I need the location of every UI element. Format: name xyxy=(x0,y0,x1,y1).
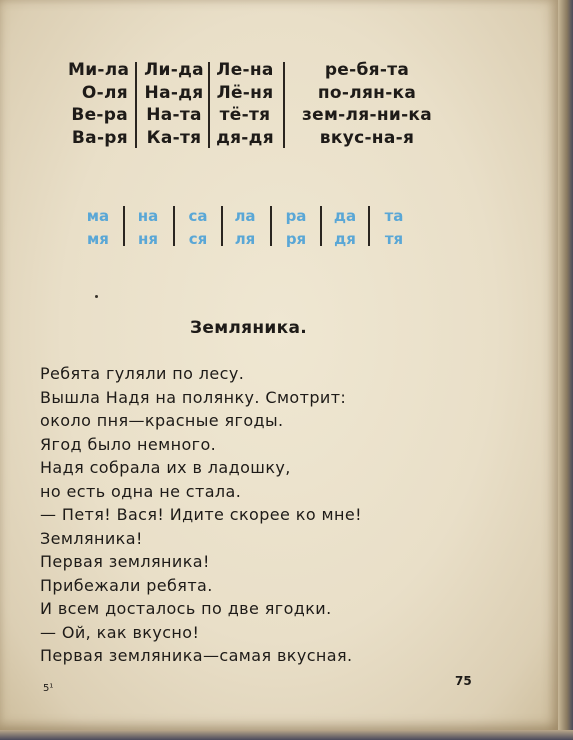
story-line: Земляника! xyxy=(40,528,143,548)
signature-mark: 5¹ xyxy=(43,683,54,694)
story-line: Первая земляника—самая вкусная. xyxy=(40,646,353,665)
table-divider xyxy=(208,62,210,148)
hard-syllable: та xyxy=(384,207,404,225)
syllable-pair xyxy=(128,205,168,251)
soft-syllable: ря xyxy=(285,230,307,248)
syllable-word: Ми-ла xyxy=(68,60,130,80)
pair-divider xyxy=(123,206,125,246)
story-text xyxy=(40,362,362,668)
syllable-word: О-ля xyxy=(81,82,128,103)
syllable-pair xyxy=(225,205,265,251)
pair-divider xyxy=(320,206,322,246)
hard-syllable: на xyxy=(137,207,159,225)
table-divider xyxy=(283,62,285,148)
print-speck xyxy=(95,295,98,298)
soft-syllable: дя xyxy=(334,230,356,248)
page-edge-right xyxy=(558,0,573,740)
syllable-word: вкус-на-я xyxy=(319,127,415,148)
story-line: Ягод было немного. xyxy=(40,434,217,454)
syllable-word: дя-дя xyxy=(216,127,274,148)
hard-syllable: са xyxy=(188,207,208,225)
soft-syllable: ся xyxy=(188,230,208,248)
soft-syllable: мя xyxy=(87,230,109,248)
syllable-word: Ве-ра xyxy=(71,105,128,125)
page-number: 75 xyxy=(455,674,472,688)
story-line: И всем досталось по две ягодки. xyxy=(40,599,332,618)
syllable-word: по-лян-ка xyxy=(317,82,417,103)
syllable-word: На-дя xyxy=(144,82,204,103)
hard-syllable: ла xyxy=(234,207,256,225)
syllable-pair xyxy=(374,205,414,251)
syllable-column-2 xyxy=(142,59,206,149)
hard-syllable: да xyxy=(333,207,357,225)
story-line: но есть одна не стала. xyxy=(40,481,242,501)
syllable-column-4 xyxy=(292,59,442,149)
story-line: около пня—красные ягоды. xyxy=(40,411,284,430)
syllable-word: На-та xyxy=(146,105,202,125)
table-divider xyxy=(135,62,137,148)
syllable-column-3 xyxy=(214,59,276,149)
story-line: — Петя! Вася! Идите скорее ко мне! xyxy=(40,505,362,524)
soft-syllable: ля xyxy=(234,230,256,248)
syllable-word: Лё-ня xyxy=(216,82,274,103)
syllable-word: Ка-тя xyxy=(146,127,202,148)
syllable-word: Ва-ря xyxy=(71,127,128,148)
story-line: Прибежали ребята. xyxy=(40,575,213,595)
pair-divider xyxy=(221,206,223,246)
syllable-pair xyxy=(325,205,365,251)
syllable-word: Ле-на xyxy=(216,60,274,80)
pair-divider xyxy=(270,206,272,246)
syllable-word: ре-бя-та xyxy=(324,60,410,80)
hard-syllable: ра xyxy=(285,207,307,225)
syllable-pair xyxy=(78,205,118,251)
hard-syllable: ма xyxy=(86,207,110,225)
story-line: Вышла Надя на полянку. Смотрит: xyxy=(40,387,347,407)
syllable-pair xyxy=(178,205,218,251)
syllable-word: тё-тя xyxy=(219,105,271,125)
pair-divider xyxy=(173,206,175,246)
syllable-column-1 xyxy=(68,59,128,149)
story-line: Первая земляника! xyxy=(40,552,210,571)
pair-divider xyxy=(368,206,370,246)
syllable-word: зем-ля-ни-ка xyxy=(301,105,433,125)
story-line: Ребята гуляли по лесу. xyxy=(40,364,245,383)
page-edge-bottom xyxy=(0,730,573,740)
story-title: Земляника. xyxy=(190,318,307,338)
soft-syllable: ня xyxy=(138,230,158,248)
story-line: — Ой, как вкусно! xyxy=(40,622,200,642)
story-line: Надя собрала их в ладошку, xyxy=(40,458,291,477)
syllable-word: Ли-да xyxy=(144,60,204,80)
soft-syllable: тя xyxy=(384,230,404,248)
syllable-pair xyxy=(276,205,316,251)
